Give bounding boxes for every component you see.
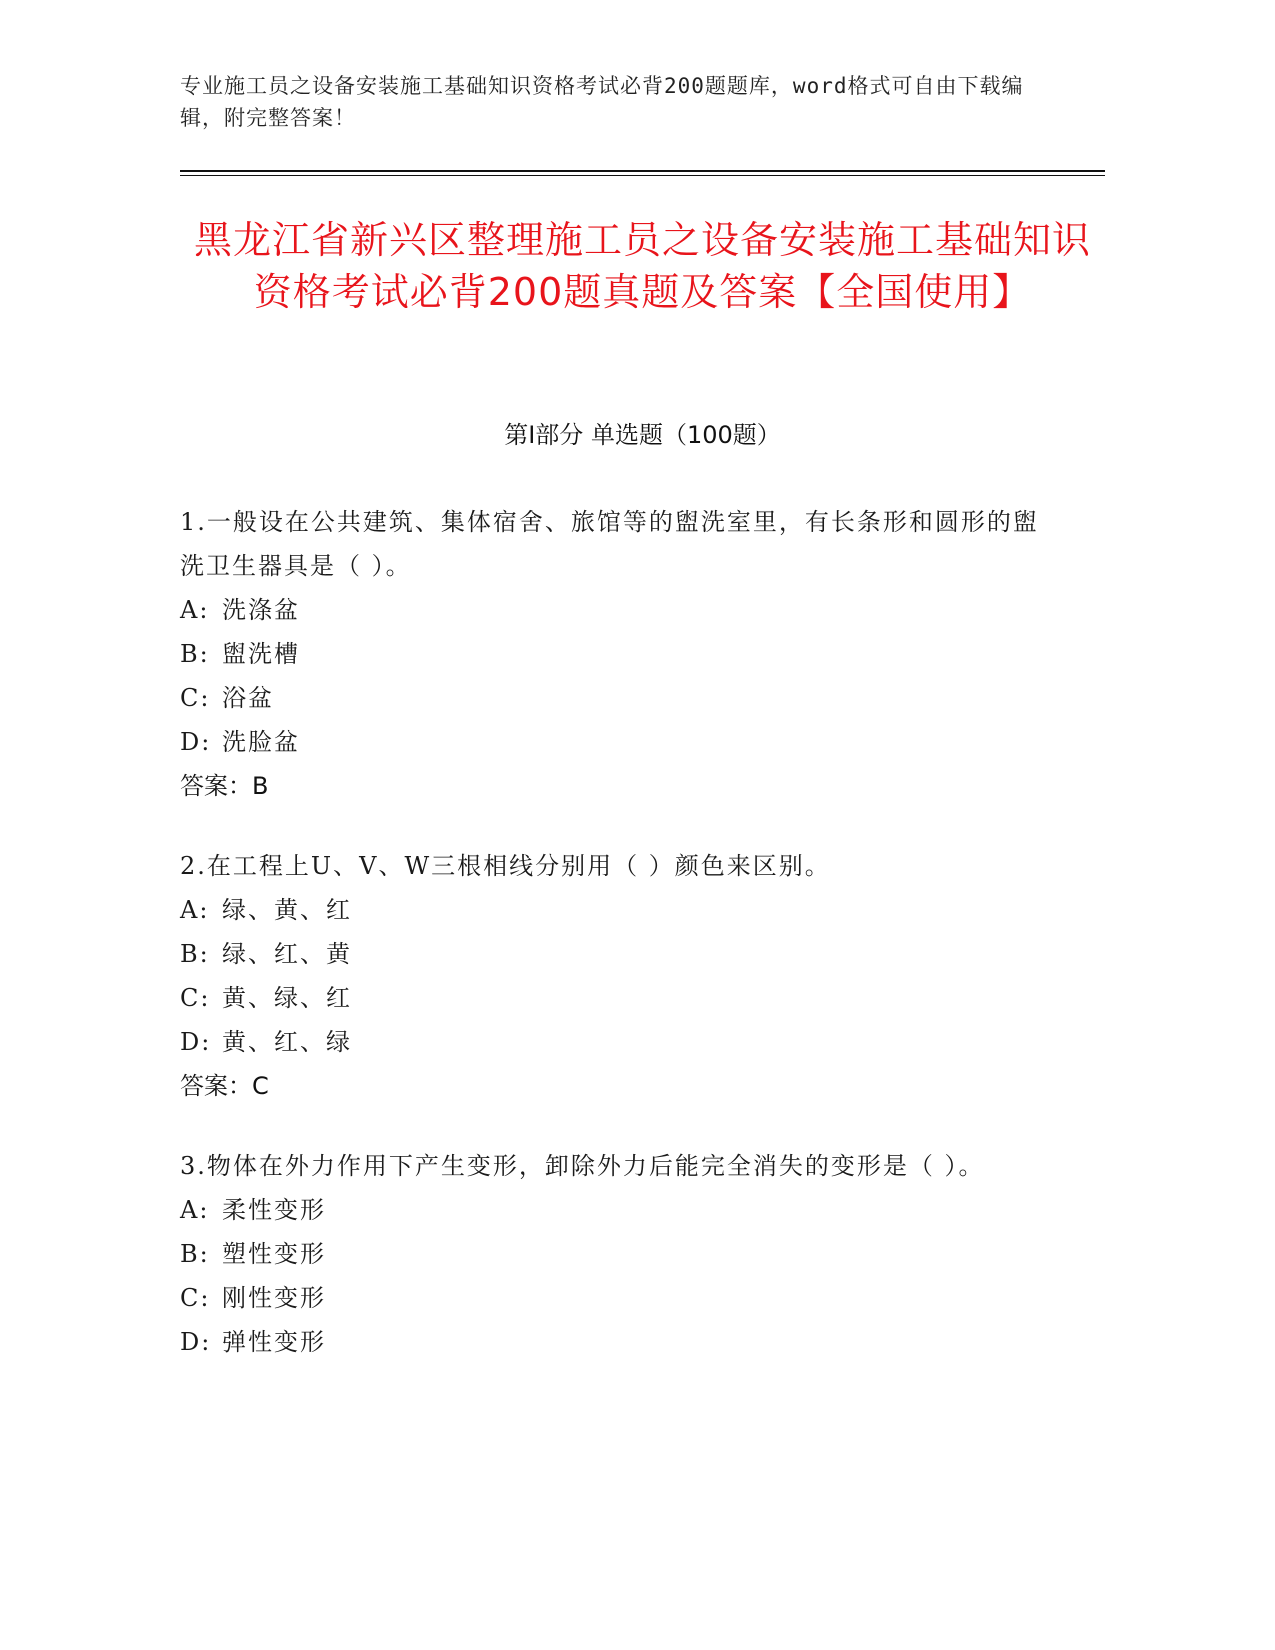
section-title: 第Ⅰ部分 单选题（100题）	[504, 421, 781, 449]
question-stem: 2.在工程上U、V、W三根相线分别用（ ）颜色来区别。	[180, 852, 831, 880]
question-3	[180, 1144, 1040, 1364]
option-text: 塑性变形	[222, 1240, 326, 1268]
option-d	[180, 1020, 1040, 1064]
option-letter: B:	[180, 1240, 210, 1268]
question-1	[180, 500, 1040, 808]
document-title: 黑龙江省新兴区整理施工员之设备安装施工基础知识资格考试必背200题真题及答案【全国使用】	[193, 218, 1091, 314]
option-letter: A:	[180, 1196, 210, 1224]
answer: 答案：B	[180, 772, 269, 800]
option-text: 刚性变形	[222, 1284, 326, 1312]
option-letter: A:	[180, 896, 210, 924]
option-letter: D:	[180, 1328, 212, 1356]
option-letter: B:	[180, 640, 210, 668]
option-letter: C:	[180, 1284, 211, 1312]
option-text: 柔性变形	[222, 1196, 326, 1224]
option-letter: C:	[180, 984, 211, 1012]
option-a	[180, 588, 1040, 632]
question-stem: 1.一般设在公共建筑、集体宿舍、旅馆等的盥洗室里，有长条形和圆形的盥洗卫生器具是（ ）。	[180, 508, 1039, 580]
option-text: 浴盆	[222, 684, 274, 712]
option-text: 黄、绿、红	[222, 984, 352, 1012]
header-divider-thick	[180, 170, 1105, 172]
option-letter: C:	[180, 684, 211, 712]
question-stem: 3.物体在外力作用下产生变形，卸除外力后能完全消失的变形是（ ）。	[180, 1152, 985, 1180]
option-c	[180, 976, 1040, 1020]
option-a	[180, 1188, 1040, 1232]
option-a	[180, 888, 1040, 932]
option-letter: D:	[180, 728, 212, 756]
option-b	[180, 932, 1040, 976]
option-text: 洗脸盆	[222, 728, 300, 756]
option-text: 绿、红、黄	[222, 940, 352, 968]
header-divider-thin	[180, 175, 1105, 176]
question-list	[180, 500, 1040, 1400]
option-text: 弹性变形	[222, 1328, 326, 1356]
question-2	[180, 844, 1040, 1108]
answer: 答案：C	[180, 1072, 269, 1100]
option-b	[180, 1232, 1040, 1276]
option-letter: B:	[180, 940, 210, 968]
option-c	[180, 676, 1040, 720]
option-d	[180, 1320, 1040, 1364]
option-letter: A:	[180, 596, 210, 624]
option-text: 盥洗槽	[222, 640, 300, 668]
option-letter: D:	[180, 1028, 212, 1056]
option-text: 黄、红、绿	[222, 1028, 352, 1056]
option-text: 洗涤盆	[222, 596, 300, 624]
option-b	[180, 632, 1040, 676]
option-text: 绿、黄、红	[222, 896, 352, 924]
header-note: 专业施工员之设备安装施工基础知识资格考试必背200题题库，word格式可自由下载编辑，附完整答案！	[180, 74, 1024, 130]
option-d	[180, 720, 1040, 764]
option-c	[180, 1276, 1040, 1320]
